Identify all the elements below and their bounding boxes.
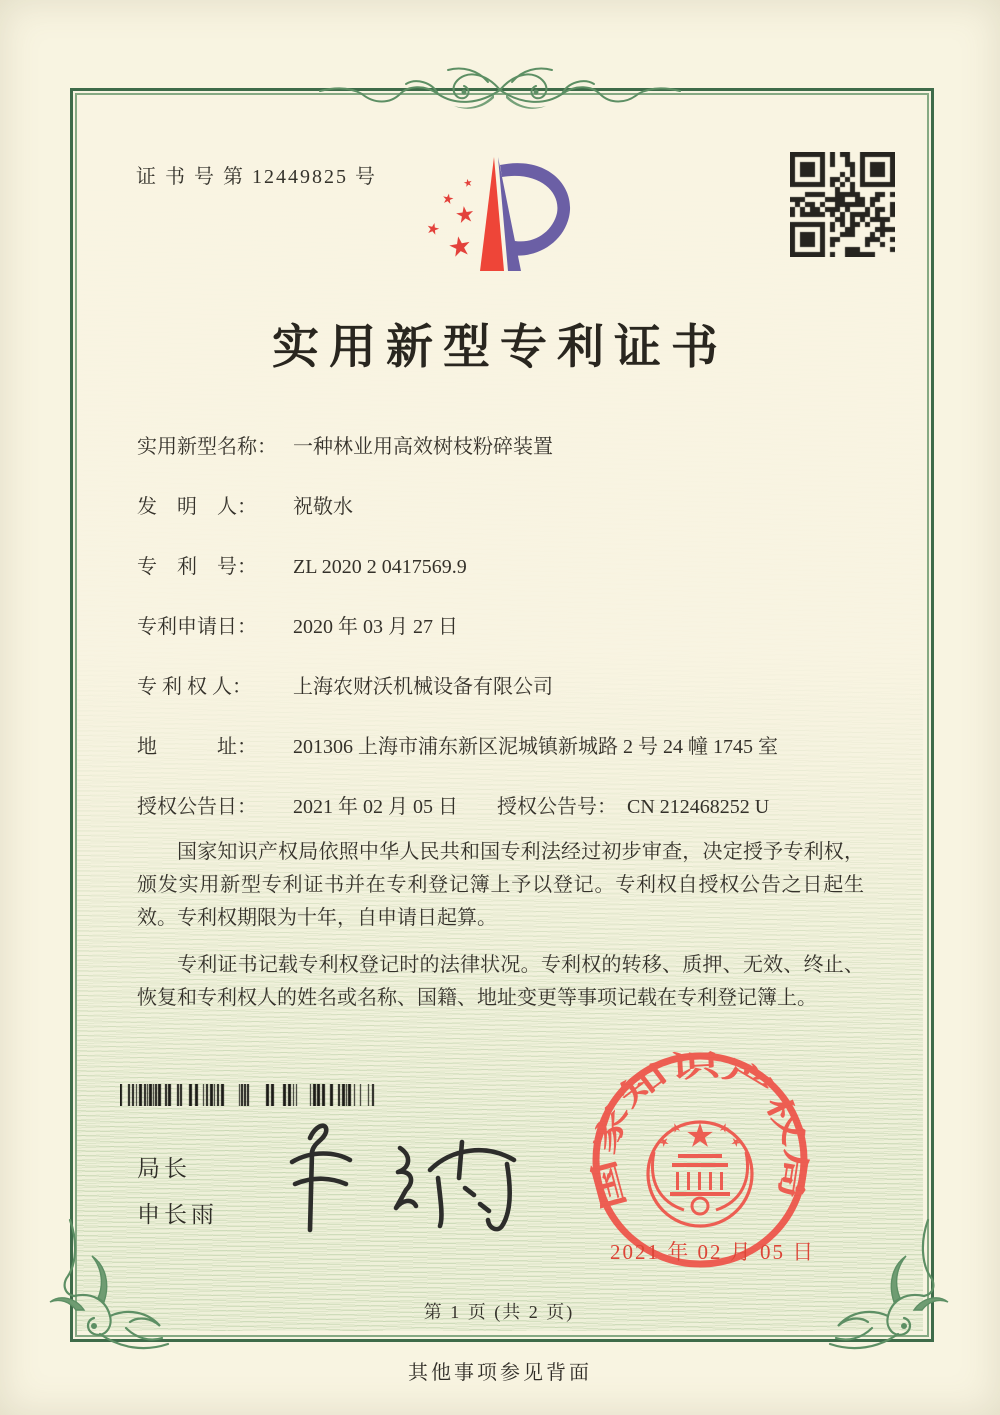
field-row-filing-date bbox=[137, 610, 458, 639]
field-row-address bbox=[137, 730, 778, 759]
barcode bbox=[120, 1084, 378, 1106]
field-value: 201306 上海市浦东新区泥城镇新城路 2 号 24 幢 1745 室 bbox=[293, 736, 778, 758]
director-name: 申长雨 bbox=[137, 1201, 218, 1227]
field-row-grant-number bbox=[497, 790, 769, 819]
certificate-number: 证 书 号 第 12449825 号 bbox=[136, 166, 377, 188]
cnipa-logo-icon bbox=[420, 153, 580, 288]
legal-paragraph-2: 专利证书记载专利权登记时的法律状况。专利权的转移、质押、无效、终止、恢复和专利权人的姓名或名称、国籍、地址变更等事项记载在专利登记簿上。 bbox=[137, 954, 864, 1009]
field-label: 地 址： bbox=[137, 736, 257, 758]
qr-code bbox=[790, 152, 895, 257]
national-emblem-icon bbox=[648, 1122, 752, 1226]
field-label: 专 利 权 人： bbox=[137, 676, 252, 698]
field-value: ZL 2020 2 0417569.9 bbox=[293, 556, 467, 578]
seal-date: 2021 年 02 月 05 日 bbox=[610, 1240, 816, 1264]
director-signature-icon bbox=[262, 1108, 524, 1240]
field-label: 授权公告日： bbox=[137, 796, 257, 818]
page-number: 第 1 页 (共 2 页) bbox=[423, 1302, 575, 1322]
field-row-grant-date bbox=[137, 790, 458, 819]
field-value: 2021 年 02 月 05 日 bbox=[293, 796, 458, 818]
field-label: 发 明 人： bbox=[137, 496, 257, 518]
certificate-title: 实用新型专利证书 bbox=[272, 322, 728, 374]
director-title: 局长 bbox=[137, 1155, 191, 1181]
field-value: 2020 年 03 月 27 日 bbox=[293, 616, 458, 638]
field-label: 专利申请日： bbox=[137, 616, 257, 638]
field-row-inventor bbox=[137, 490, 353, 519]
field-value: 上海农财沃机械设备有限公司 bbox=[293, 676, 553, 698]
field-row-patent-no bbox=[137, 550, 467, 579]
field-row-name bbox=[137, 430, 553, 459]
field-value: CN 212468252 U bbox=[627, 796, 770, 818]
legal-text bbox=[137, 836, 864, 1015]
field-value: 一种林业用高效树枝粉碎装置 bbox=[293, 436, 553, 458]
field-row-patentee bbox=[137, 670, 553, 699]
seal-arc-text: 国家知识产权局 bbox=[588, 1049, 812, 1213]
field-label: 专 利 号： bbox=[137, 556, 257, 578]
field-label: 实用新型名称： bbox=[137, 436, 277, 458]
legal-paragraph-1: 国家知识产权局依照中华人民共和国专利法经过初步审查，决定授予专利权，颁发实用新型专利证书并在专利登记簿上予以登记。专利权自授权公告之日起生效。专利权期限为十年，自申请日起算。 bbox=[137, 841, 864, 929]
back-side-note: 其他事项参见背面 bbox=[408, 1362, 592, 1384]
field-value: 祝敬水 bbox=[293, 496, 353, 518]
field-label: 授权公告号： bbox=[497, 796, 617, 818]
